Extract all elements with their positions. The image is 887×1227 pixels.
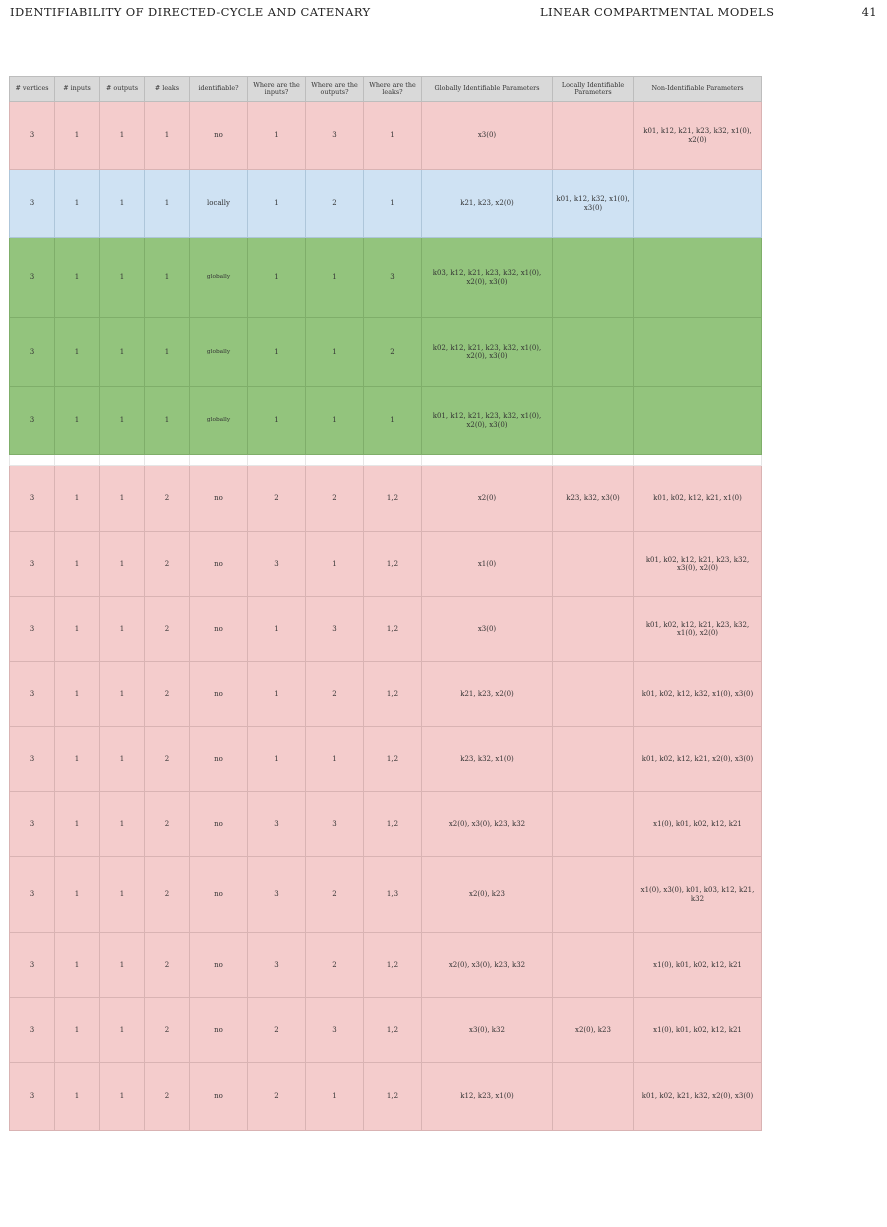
- cell-output-locations: 1: [306, 727, 364, 792]
- cell-inputs: 1: [55, 532, 100, 597]
- cell-leak-locations: 1,2: [364, 1063, 422, 1131]
- cell-globally-identifiable: k23, k32, x1(0): [422, 727, 553, 792]
- cell-vertices: 3: [10, 387, 55, 455]
- cell-leaks: 1: [145, 102, 190, 170]
- cell-leak-locations: 1,2: [364, 727, 422, 792]
- cell-output-locations: 3: [306, 792, 364, 857]
- cell-globally-identifiable: k12, k23, x1(0): [422, 1063, 553, 1131]
- cell-input-locations: 1: [248, 727, 306, 792]
- cell-vertices: 3: [10, 998, 55, 1063]
- cell-locally-identifiable: [553, 318, 634, 387]
- cell-identifiable: globally: [190, 387, 248, 455]
- cell-globally-identifiable: x2(0), x3(0), k23, k32: [422, 792, 553, 857]
- cell-leaks: 2: [145, 998, 190, 1063]
- table-row: [10, 857, 762, 933]
- col-header-leaks: # leaks: [145, 77, 190, 102]
- cell-identifiable: no: [190, 597, 248, 662]
- cell-vertices: 3: [10, 466, 55, 532]
- cell-non-identifiable: x1(0), k01, k02, k12, k21: [634, 998, 762, 1063]
- cell-inputs: 1: [55, 1063, 100, 1131]
- cell-leak-locations: 1,2: [364, 597, 422, 662]
- table-row: [10, 466, 762, 532]
- cell-locally-identifiable: [553, 792, 634, 857]
- cell-input-locations: 3: [248, 792, 306, 857]
- cell-leaks: 1: [145, 318, 190, 387]
- col-header-inputs: # inputs: [55, 77, 100, 102]
- cell-identifiable: no: [190, 933, 248, 998]
- cell-locally-identifiable: [553, 727, 634, 792]
- col-header-locally-identifiable: Locally Identifiable Parameters: [553, 77, 634, 102]
- identifiability-table: [9, 76, 762, 1131]
- col-header-globally-identifiable: Globally Identifiable Parameters: [422, 77, 553, 102]
- cell-non-identifiable: x1(0), k01, k02, k12, k21: [634, 933, 762, 998]
- cell-globally-identifiable: x3(0), k32: [422, 998, 553, 1063]
- cell-inputs: 1: [55, 857, 100, 933]
- cell-identifiable: globally: [190, 238, 248, 318]
- cell-output-locations: 2: [306, 933, 364, 998]
- cell-outputs: 1: [100, 1063, 145, 1131]
- col-header-input-locations: Where are the inputs?: [248, 77, 306, 102]
- cell-identifiable: no: [190, 662, 248, 727]
- cell-output-locations: 2: [306, 857, 364, 933]
- table-row: [10, 597, 762, 662]
- table-row: [10, 998, 762, 1063]
- table-row: [10, 387, 762, 455]
- cell-locally-identifiable: [553, 102, 634, 170]
- cell-output-locations: 1: [306, 532, 364, 597]
- table-row: [10, 933, 762, 998]
- cell-leaks: 1: [145, 387, 190, 455]
- table-row: [10, 532, 762, 597]
- cell-non-identifiable: x1(0), x3(0), k01, k03, k12, k21, k32: [634, 857, 762, 933]
- cell-leak-locations: 1: [364, 387, 422, 455]
- cell-input-locations: 1: [248, 170, 306, 238]
- cell-identifiable: locally: [190, 170, 248, 238]
- cell-leak-locations: 1: [364, 102, 422, 170]
- cell-input-locations: 1: [248, 102, 306, 170]
- cell-output-locations: 1: [306, 387, 364, 455]
- cell-leak-locations: 1: [364, 170, 422, 238]
- cell-non-identifiable: k01, k02, k12, k21, x1(0): [634, 466, 762, 532]
- cell-leaks: 2: [145, 933, 190, 998]
- cell-inputs: 1: [55, 387, 100, 455]
- cell-output-locations: 3: [306, 998, 364, 1063]
- cell-input-locations: 2: [248, 998, 306, 1063]
- page-number: 41: [861, 5, 877, 19]
- col-header-non-identifiable: Non-Identifiable Parameters: [634, 77, 762, 102]
- table-spacer-row: [10, 455, 762, 466]
- cell-input-locations: 3: [248, 933, 306, 998]
- cell-output-locations: 1: [306, 1063, 364, 1131]
- cell-globally-identifiable: k01, k12, k21, k23, k32, x1(0), x2(0), x3(0): [422, 387, 553, 455]
- cell-leak-locations: 1,2: [364, 662, 422, 727]
- cell-leak-locations: 1,2: [364, 532, 422, 597]
- cell-leak-locations: 1,2: [364, 792, 422, 857]
- cell-non-identifiable: [634, 238, 762, 318]
- cell-globally-identifiable: x3(0): [422, 597, 553, 662]
- cell-globally-identifiable: k21, k23, x2(0): [422, 662, 553, 727]
- cell-globally-identifiable: x2(0), k23: [422, 857, 553, 933]
- cell-output-locations: 3: [306, 597, 364, 662]
- table-row: [10, 238, 762, 318]
- cell-output-locations: 1: [306, 238, 364, 318]
- cell-locally-identifiable: [553, 857, 634, 933]
- cell-non-identifiable: k01, k12, k21, k23, k32, x1(0), x2(0): [634, 102, 762, 170]
- cell-locally-identifiable: k23, k32, x3(0): [553, 466, 634, 532]
- cell-identifiable: no: [190, 532, 248, 597]
- cell-input-locations: 1: [248, 597, 306, 662]
- col-header-vertices: # vertices: [10, 77, 55, 102]
- cell-locally-identifiable: x2(0), k23: [553, 998, 634, 1063]
- cell-leaks: 1: [145, 238, 190, 318]
- cell-leaks: 2: [145, 532, 190, 597]
- cell-vertices: 3: [10, 532, 55, 597]
- cell-inputs: 1: [55, 998, 100, 1063]
- cell-input-locations: 1: [248, 318, 306, 387]
- cell-outputs: 1: [100, 662, 145, 727]
- cell-non-identifiable: k01, k02, k12, k21, x2(0), x3(0): [634, 727, 762, 792]
- cell-inputs: 1: [55, 318, 100, 387]
- col-header-leak-locations: Where are the leaks?: [364, 77, 422, 102]
- cell-input-locations: 1: [248, 238, 306, 318]
- cell-inputs: 1: [55, 662, 100, 727]
- cell-outputs: 1: [100, 857, 145, 933]
- cell-outputs: 1: [100, 933, 145, 998]
- cell-vertices: 3: [10, 727, 55, 792]
- cell-input-locations: 3: [248, 857, 306, 933]
- cell-outputs: 1: [100, 532, 145, 597]
- table-row: [10, 1063, 762, 1131]
- table-row: [10, 318, 762, 387]
- cell-globally-identifiable: x2(0): [422, 466, 553, 532]
- cell-globally-identifiable: x1(0): [422, 532, 553, 597]
- table-row: [10, 662, 762, 727]
- cell-inputs: 1: [55, 597, 100, 662]
- table-row: [10, 102, 762, 170]
- cell-input-locations: 1: [248, 662, 306, 727]
- cell-leaks: 2: [145, 727, 190, 792]
- cell-globally-identifiable: k21, k23, x2(0): [422, 170, 553, 238]
- cell-locally-identifiable: [553, 1063, 634, 1131]
- cell-input-locations: 1: [248, 387, 306, 455]
- cell-inputs: 1: [55, 238, 100, 318]
- cell-locally-identifiable: [553, 532, 634, 597]
- cell-locally-identifiable: [553, 387, 634, 455]
- cell-outputs: 1: [100, 387, 145, 455]
- cell-vertices: 3: [10, 933, 55, 998]
- cell-vertices: 3: [10, 1063, 55, 1131]
- cell-identifiable: no: [190, 792, 248, 857]
- running-head-title-left: IDENTIFIABILITY OF DIRECTED-CYCLE AND CATENARY: [10, 5, 371, 19]
- cell-identifiable: no: [190, 727, 248, 792]
- cell-identifiable: no: [190, 1063, 248, 1131]
- cell-output-locations: 1: [306, 318, 364, 387]
- cell-non-identifiable: [634, 318, 762, 387]
- cell-output-locations: 3: [306, 102, 364, 170]
- cell-vertices: 3: [10, 170, 55, 238]
- cell-vertices: 3: [10, 792, 55, 857]
- cell-outputs: 1: [100, 170, 145, 238]
- cell-locally-identifiable: k01, k12, k32, x1(0), x3(0): [553, 170, 634, 238]
- cell-identifiable: no: [190, 857, 248, 933]
- cell-outputs: 1: [100, 238, 145, 318]
- cell-leak-locations: 1,2: [364, 466, 422, 532]
- col-header-outputs: # outputs: [100, 77, 145, 102]
- cell-non-identifiable: x1(0), k01, k02, k12, k21: [634, 792, 762, 857]
- cell-leak-locations: 2: [364, 318, 422, 387]
- cell-identifiable: globally: [190, 318, 248, 387]
- cell-non-identifiable: k01, k02, k12, k21, k23, k32, x1(0), x2(0): [634, 597, 762, 662]
- cell-identifiable: no: [190, 466, 248, 532]
- cell-input-locations: 3: [248, 532, 306, 597]
- cell-locally-identifiable: [553, 597, 634, 662]
- cell-input-locations: 2: [248, 466, 306, 532]
- cell-leaks: 2: [145, 466, 190, 532]
- cell-identifiable: no: [190, 998, 248, 1063]
- cell-non-identifiable: k01, k02, k21, k32, x2(0), x3(0): [634, 1063, 762, 1131]
- cell-outputs: 1: [100, 466, 145, 532]
- cell-inputs: 1: [55, 170, 100, 238]
- cell-outputs: 1: [100, 792, 145, 857]
- cell-vertices: 3: [10, 597, 55, 662]
- cell-locally-identifiable: [553, 662, 634, 727]
- col-header-output-locations: Where are the outputs?: [306, 77, 364, 102]
- cell-leak-locations: 1,2: [364, 933, 422, 998]
- cell-inputs: 1: [55, 792, 100, 857]
- cell-inputs: 1: [55, 102, 100, 170]
- cell-locally-identifiable: [553, 238, 634, 318]
- cell-non-identifiable: [634, 170, 762, 238]
- cell-outputs: 1: [100, 727, 145, 792]
- cell-input-locations: 2: [248, 1063, 306, 1131]
- table-row: [10, 792, 762, 857]
- cell-leaks: 2: [145, 857, 190, 933]
- cell-leak-locations: 1,3: [364, 857, 422, 933]
- running-head: [10, 5, 877, 21]
- cell-vertices: 3: [10, 318, 55, 387]
- cell-outputs: 1: [100, 597, 145, 662]
- cell-globally-identifiable: k03, k12, k21, k23, k32, x1(0), x2(0), x3(0): [422, 238, 553, 318]
- cell-leak-locations: 3: [364, 238, 422, 318]
- table-row: [10, 170, 762, 238]
- cell-non-identifiable: k01, k02, k12, k32, x1(0), x3(0): [634, 662, 762, 727]
- cell-identifiable: no: [190, 102, 248, 170]
- cell-outputs: 1: [100, 102, 145, 170]
- cell-outputs: 1: [100, 998, 145, 1063]
- cell-vertices: 3: [10, 102, 55, 170]
- cell-inputs: 1: [55, 727, 100, 792]
- running-head-title-right: LINEAR COMPARTMENTAL MODELS: [540, 5, 775, 19]
- cell-leaks: 2: [145, 597, 190, 662]
- cell-leaks: 2: [145, 1063, 190, 1131]
- cell-locally-identifiable: [553, 933, 634, 998]
- cell-output-locations: 2: [306, 662, 364, 727]
- cell-vertices: 3: [10, 238, 55, 318]
- cell-leaks: 2: [145, 662, 190, 727]
- cell-leaks: 1: [145, 170, 190, 238]
- cell-globally-identifiable: k02, k12, k21, k23, k32, x1(0), x2(0), x3(0): [422, 318, 553, 387]
- cell-outputs: 1: [100, 318, 145, 387]
- cell-non-identifiable: k01, k02, k12, k21, k23, k32, x3(0), x2(0): [634, 532, 762, 597]
- cell-leak-locations: 1,2: [364, 998, 422, 1063]
- cell-vertices: 3: [10, 857, 55, 933]
- cell-output-locations: 2: [306, 466, 364, 532]
- table-row: [10, 727, 762, 792]
- table-header-row: [10, 77, 762, 102]
- cell-globally-identifiable: x3(0): [422, 102, 553, 170]
- cell-leaks: 2: [145, 792, 190, 857]
- cell-globally-identifiable: x2(0), x3(0), k23, k32: [422, 933, 553, 998]
- cell-output-locations: 2: [306, 170, 364, 238]
- cell-inputs: 1: [55, 466, 100, 532]
- cell-vertices: 3: [10, 662, 55, 727]
- cell-non-identifiable: [634, 387, 762, 455]
- col-header-identifiable: identifiable?: [190, 77, 248, 102]
- cell-inputs: 1: [55, 933, 100, 998]
